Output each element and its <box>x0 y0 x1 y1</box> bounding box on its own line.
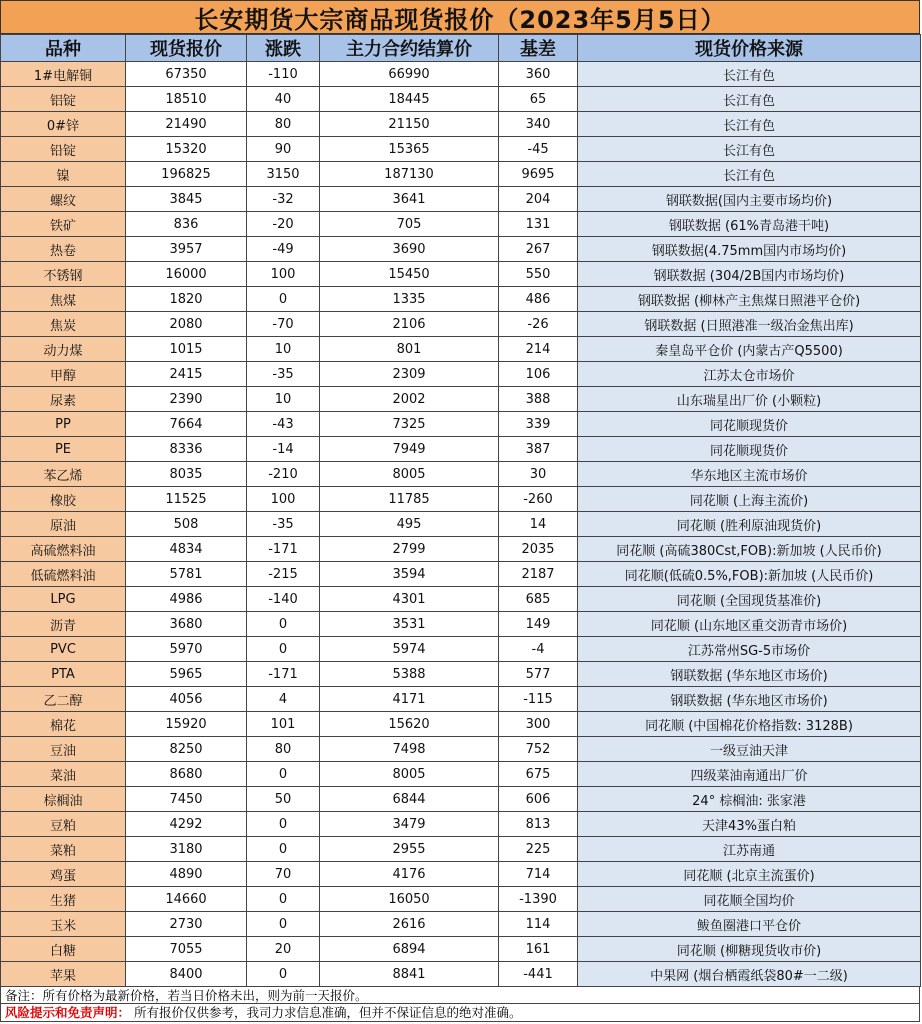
source-cell: 一级豆油天津 <box>578 737 921 762</box>
settlement-cell: 2616 <box>320 912 499 937</box>
change-cell: 101 <box>247 712 320 737</box>
table-row <box>1 787 921 812</box>
table-row <box>1 712 921 737</box>
settlement-cell: 495 <box>320 512 499 537</box>
source-cell: 同花顺 (北京主流蛋价) <box>578 862 921 887</box>
table-row <box>1 87 921 112</box>
spot-price-cell: 8336 <box>126 437 247 462</box>
source-cell: 同花顺 (上海主流价) <box>578 487 921 512</box>
change-cell: 0 <box>247 762 320 787</box>
source-cell: 同花顺 (柳糖现货收市价) <box>578 937 921 962</box>
basis-cell: 214 <box>499 337 578 362</box>
variety-cell: 苯乙烯 <box>1 462 126 487</box>
basis-cell: 225 <box>499 837 578 862</box>
spot-price-cell: 8400 <box>126 962 247 987</box>
change-cell: 0 <box>247 887 320 912</box>
source-cell: 华东地区主流市场价 <box>578 462 921 487</box>
source-cell: 钢联数据 (华东地区市场价) <box>578 662 921 687</box>
spot-price-cell: 15920 <box>126 712 247 737</box>
settlement-cell: 21150 <box>320 112 499 137</box>
price-table <box>0 34 921 987</box>
change-cell: 100 <box>247 487 320 512</box>
variety-cell: 棉花 <box>1 712 126 737</box>
spot-price-cell: 4890 <box>126 862 247 887</box>
spot-price-cell: 2730 <box>126 912 247 937</box>
table-row <box>1 387 921 412</box>
variety-cell: 铝锭 <box>1 87 126 112</box>
change-cell: -210 <box>247 462 320 487</box>
variety-cell: 菜粕 <box>1 837 126 862</box>
source-cell: 山东瑞星出厂价 (小颗粒) <box>578 387 921 412</box>
table-row <box>1 612 921 637</box>
change-cell: 40 <box>247 87 320 112</box>
settlement-cell: 3594 <box>320 562 499 587</box>
variety-cell: 豆粕 <box>1 812 126 837</box>
basis-cell: 550 <box>499 262 578 287</box>
settlement-cell: 5388 <box>320 662 499 687</box>
variety-cell: 苹果 <box>1 962 126 987</box>
change-cell: -32 <box>247 187 320 212</box>
variety-cell: 0#锌 <box>1 112 126 137</box>
header-row <box>1 35 921 62</box>
spot-price-cell: 1015 <box>126 337 247 362</box>
source-cell: 长江有色 <box>578 162 921 187</box>
settlement-cell: 8841 <box>320 962 499 987</box>
settlement-cell: 15620 <box>320 712 499 737</box>
spot-price-cell: 16000 <box>126 262 247 287</box>
change-cell: 0 <box>247 812 320 837</box>
change-cell: 4 <box>247 687 320 712</box>
source-cell: 江苏太仓市场价 <box>578 362 921 387</box>
variety-cell: PVC <box>1 637 126 662</box>
table-row <box>1 937 921 962</box>
spot-price-cell: 7450 <box>126 787 247 812</box>
settlement-cell: 15365 <box>320 137 499 162</box>
settlement-cell: 15450 <box>320 262 499 287</box>
basis-cell: -441 <box>499 962 578 987</box>
variety-cell: 焦煤 <box>1 287 126 312</box>
settlement-cell: 705 <box>320 212 499 237</box>
header-source: 现货价格来源 <box>578 35 921 62</box>
basis-cell: 2035 <box>499 537 578 562</box>
source-cell: 同花顺全国均价 <box>578 887 921 912</box>
source-cell: 鲅鱼圈港口平仓价 <box>578 912 921 937</box>
source-cell: 钢联数据 (日照港准一级冶金焦出库) <box>578 312 921 337</box>
table-row <box>1 662 921 687</box>
table-row <box>1 262 921 287</box>
table-row <box>1 462 921 487</box>
table-row <box>1 862 921 887</box>
spot-price-cell: 21490 <box>126 112 247 137</box>
change-cell: 100 <box>247 262 320 287</box>
variety-cell: 不锈钢 <box>1 262 126 287</box>
variety-cell: PE <box>1 437 126 462</box>
table-row <box>1 887 921 912</box>
change-cell: 80 <box>247 112 320 137</box>
change-cell: 10 <box>247 387 320 412</box>
basis-cell: -260 <box>499 487 578 512</box>
basis-cell: -115 <box>499 687 578 712</box>
spot-price-cell: 196825 <box>126 162 247 187</box>
basis-cell: 387 <box>499 437 578 462</box>
table-row <box>1 287 921 312</box>
variety-cell: 棕榈油 <box>1 787 126 812</box>
source-cell: 钢联数据 (304/2B国内市场均价) <box>578 262 921 287</box>
basis-cell: 340 <box>499 112 578 137</box>
basis-cell: -45 <box>499 137 578 162</box>
change-cell: -35 <box>247 362 320 387</box>
basis-cell: 2187 <box>499 562 578 587</box>
variety-cell: 玉米 <box>1 912 126 937</box>
settlement-cell: 187130 <box>320 162 499 187</box>
variety-cell: 生猪 <box>1 887 126 912</box>
basis-cell: 577 <box>499 662 578 687</box>
basis-cell: 752 <box>499 737 578 762</box>
change-cell: -35 <box>247 512 320 537</box>
settlement-cell: 4301 <box>320 587 499 612</box>
variety-cell: 热卷 <box>1 237 126 262</box>
table-row <box>1 312 921 337</box>
settlement-cell: 7498 <box>320 737 499 762</box>
spot-price-cell: 2415 <box>126 362 247 387</box>
risk-note <box>0 1004 920 1022</box>
spot-price-cell: 3180 <box>126 837 247 862</box>
change-cell: -171 <box>247 662 320 687</box>
table-row <box>1 162 921 187</box>
basis-cell: 65 <box>499 87 578 112</box>
spot-price-cell: 8250 <box>126 737 247 762</box>
settlement-cell: 18445 <box>320 87 499 112</box>
table-row <box>1 62 921 87</box>
variety-cell: 铅锭 <box>1 137 126 162</box>
settlement-cell: 1335 <box>320 287 499 312</box>
basis-cell: 486 <box>499 287 578 312</box>
header-change: 涨跌 <box>247 35 320 62</box>
table-row <box>1 912 921 937</box>
change-cell: 0 <box>247 287 320 312</box>
spot-price-cell: 7055 <box>126 937 247 962</box>
variety-cell: LPG <box>1 587 126 612</box>
settlement-cell: 4171 <box>320 687 499 712</box>
variety-cell: 鸡蛋 <box>1 862 126 887</box>
source-cell: 钢联数据 (柳林产主焦煤日照港平仓价) <box>578 287 921 312</box>
settlement-cell: 7949 <box>320 437 499 462</box>
spot-price-cell: 5965 <box>126 662 247 687</box>
source-cell: 四级菜油南通出厂价 <box>578 762 921 787</box>
table-row <box>1 437 921 462</box>
variety-cell: 镍 <box>1 162 126 187</box>
basis-cell: 300 <box>499 712 578 737</box>
spot-price-cell: 5970 <box>126 637 247 662</box>
variety-cell: 铁矿 <box>1 212 126 237</box>
variety-cell: 1#电解铜 <box>1 62 126 87</box>
basis-cell: -1390 <box>499 887 578 912</box>
source-cell: 同花顺 (全国现货基准价) <box>578 587 921 612</box>
basis-cell: -4 <box>499 637 578 662</box>
variety-cell: 原油 <box>1 512 126 537</box>
settlement-cell: 801 <box>320 337 499 362</box>
header-settlement: 主力合约结算价 <box>320 35 499 62</box>
change-cell: 50 <box>247 787 320 812</box>
settlement-cell: 6894 <box>320 937 499 962</box>
source-cell: 天津43%蛋白粕 <box>578 812 921 837</box>
table-row <box>1 237 921 262</box>
spot-price-cell: 2390 <box>126 387 247 412</box>
header-variety: 品种 <box>1 35 126 62</box>
basis-cell: 131 <box>499 212 578 237</box>
variety-cell: PTA <box>1 662 126 687</box>
spot-price-cell: 3957 <box>126 237 247 262</box>
change-cell: -20 <box>247 212 320 237</box>
source-cell: 秦皇岛平仓价 (内蒙古产Q5500) <box>578 337 921 362</box>
table-row <box>1 512 921 537</box>
change-cell: 70 <box>247 862 320 887</box>
header-basis: 基差 <box>499 35 578 62</box>
table-row <box>1 562 921 587</box>
spot-price-cell: 67350 <box>126 62 247 87</box>
settlement-cell: 2309 <box>320 362 499 387</box>
spot-price-cell: 508 <box>126 512 247 537</box>
change-cell: -43 <box>247 412 320 437</box>
table-row <box>1 337 921 362</box>
table-row <box>1 762 921 787</box>
header-spot-price: 现货报价 <box>126 35 247 62</box>
spot-price-cell: 4834 <box>126 537 247 562</box>
basis-cell: 204 <box>499 187 578 212</box>
variety-cell: 甲醇 <box>1 362 126 387</box>
source-cell: 长江有色 <box>578 87 921 112</box>
change-cell: 0 <box>247 637 320 662</box>
change-cell: 0 <box>247 912 320 937</box>
variety-cell: 白糖 <box>1 937 126 962</box>
change-cell: -70 <box>247 312 320 337</box>
change-cell: 3150 <box>247 162 320 187</box>
spot-price-cell: 4986 <box>126 587 247 612</box>
settlement-cell: 66990 <box>320 62 499 87</box>
spot-price-cell: 11525 <box>126 487 247 512</box>
table-row <box>1 362 921 387</box>
variety-cell: 动力煤 <box>1 337 126 362</box>
source-cell: 钢联数据 (华东地区市场价) <box>578 687 921 712</box>
source-cell: 同花顺 (高硫380Cst,FOB):新加坡 (人民币价) <box>578 537 921 562</box>
change-cell: 10 <box>247 337 320 362</box>
spot-price-cell: 1820 <box>126 287 247 312</box>
spot-price-cell: 2080 <box>126 312 247 337</box>
variety-cell: 高硫燃料油 <box>1 537 126 562</box>
table-row <box>1 737 921 762</box>
source-cell: 江苏常州SG-5市场价 <box>578 637 921 662</box>
table-row <box>1 112 921 137</box>
basis-cell: 267 <box>499 237 578 262</box>
source-cell: 钢联数据 (61%青岛港干吨) <box>578 212 921 237</box>
change-cell: 0 <box>247 837 320 862</box>
settlement-cell: 6844 <box>320 787 499 812</box>
basis-cell: 813 <box>499 812 578 837</box>
settlement-cell: 3531 <box>320 612 499 637</box>
notes <box>0 986 920 1022</box>
basis-cell: 675 <box>499 762 578 787</box>
settlement-cell: 2002 <box>320 387 499 412</box>
risk-text: 所有报价仅供参考，我司力求信息准确，但并不保证信息的绝对准确。 <box>134 1005 522 1020</box>
source-cell: 同花顺(低硫0.5%,FOB):新加坡 (人民币价) <box>578 562 921 587</box>
change-cell: -49 <box>247 237 320 262</box>
settlement-cell: 7325 <box>320 412 499 437</box>
table-row <box>1 412 921 437</box>
table-row <box>1 587 921 612</box>
spot-price-cell: 15320 <box>126 137 247 162</box>
change-cell: -14 <box>247 437 320 462</box>
change-cell: -215 <box>247 562 320 587</box>
change-cell: 20 <box>247 937 320 962</box>
variety-cell: 橡胶 <box>1 487 126 512</box>
table-row <box>1 212 921 237</box>
spot-price-cell: 8680 <box>126 762 247 787</box>
settlement-cell: 2955 <box>320 837 499 862</box>
basis-cell: 149 <box>499 612 578 637</box>
source-cell: 钢联数据(4.75mm国内市场均价) <box>578 237 921 262</box>
settlement-cell: 8005 <box>320 462 499 487</box>
spot-price-cell: 3845 <box>126 187 247 212</box>
spot-price-cell: 836 <box>126 212 247 237</box>
spot-price-cell: 3680 <box>126 612 247 637</box>
risk-label: 风险提示和免责声明： <box>5 1005 131 1020</box>
variety-cell: 沥青 <box>1 612 126 637</box>
variety-cell: 焦炭 <box>1 312 126 337</box>
basis-cell: -26 <box>499 312 578 337</box>
source-cell: 长江有色 <box>578 137 921 162</box>
basis-cell: 9695 <box>499 162 578 187</box>
variety-cell: 低硫燃料油 <box>1 562 126 587</box>
source-cell: 钢联数据(国内主要市场均价) <box>578 187 921 212</box>
change-cell: 90 <box>247 137 320 162</box>
change-cell: 80 <box>247 737 320 762</box>
settlement-cell: 3479 <box>320 812 499 837</box>
spot-price-cell: 4056 <box>126 687 247 712</box>
table-row <box>1 487 921 512</box>
source-cell: 长江有色 <box>578 62 921 87</box>
source-cell: 同花顺 (中国棉花价格指数: 3128B) <box>578 712 921 737</box>
source-cell: 同花顺 (山东地区重交沥青市场价) <box>578 612 921 637</box>
source-cell: 长江有色 <box>578 112 921 137</box>
basis-cell: 606 <box>499 787 578 812</box>
source-cell: 同花顺现货价 <box>578 437 921 462</box>
page-title: 长安期货大宗商品现货报价（2023年5月5日） <box>0 0 920 34</box>
basis-cell: 339 <box>499 412 578 437</box>
source-cell: 江苏南通 <box>578 837 921 862</box>
table-body <box>1 62 921 987</box>
basis-cell: 685 <box>499 587 578 612</box>
basis-cell: 114 <box>499 912 578 937</box>
variety-cell: 乙二醇 <box>1 687 126 712</box>
table-row <box>1 187 921 212</box>
change-cell: -110 <box>247 62 320 87</box>
variety-cell: PP <box>1 412 126 437</box>
table-row <box>1 962 921 987</box>
table-row <box>1 687 921 712</box>
change-cell: 0 <box>247 612 320 637</box>
settlement-cell: 8005 <box>320 762 499 787</box>
basis-cell: 360 <box>499 62 578 87</box>
basis-cell: 106 <box>499 362 578 387</box>
remark-note: 备注：所有价格为最新价格，若当日价格未出，则为前一天报价。 <box>0 986 920 1004</box>
spot-price-cell: 7664 <box>126 412 247 437</box>
basis-cell: 30 <box>499 462 578 487</box>
spot-price-cell: 14660 <box>126 887 247 912</box>
settlement-cell: 16050 <box>320 887 499 912</box>
change-cell: -140 <box>247 587 320 612</box>
variety-cell: 豆油 <box>1 737 126 762</box>
variety-cell: 菜油 <box>1 762 126 787</box>
settlement-cell: 11785 <box>320 487 499 512</box>
basis-cell: 14 <box>499 512 578 537</box>
spot-price-cell: 18510 <box>126 87 247 112</box>
change-cell: -171 <box>247 537 320 562</box>
settlement-cell: 4176 <box>320 862 499 887</box>
basis-cell: 714 <box>499 862 578 887</box>
source-cell: 中果网 (烟台栖霞纸袋80#一二级) <box>578 962 921 987</box>
spot-price-cell: 8035 <box>126 462 247 487</box>
settlement-cell: 3641 <box>320 187 499 212</box>
settlement-cell: 2799 <box>320 537 499 562</box>
source-cell: 24° 棕榈油: 张家港 <box>578 787 921 812</box>
spot-price-cell: 4292 <box>126 812 247 837</box>
variety-cell: 尿素 <box>1 387 126 412</box>
table-row <box>1 837 921 862</box>
change-cell: 0 <box>247 962 320 987</box>
variety-cell: 螺纹 <box>1 187 126 212</box>
source-cell: 同花顺现货价 <box>578 412 921 437</box>
spot-price-cell: 5781 <box>126 562 247 587</box>
table-row <box>1 637 921 662</box>
source-cell: 同花顺 (胜利原油现货价) <box>578 512 921 537</box>
table-row <box>1 137 921 162</box>
settlement-cell: 3690 <box>320 237 499 262</box>
settlement-cell: 5974 <box>320 637 499 662</box>
basis-cell: 161 <box>499 937 578 962</box>
settlement-cell: 2106 <box>320 312 499 337</box>
basis-cell: 388 <box>499 387 578 412</box>
table-row <box>1 812 921 837</box>
table-row <box>1 537 921 562</box>
